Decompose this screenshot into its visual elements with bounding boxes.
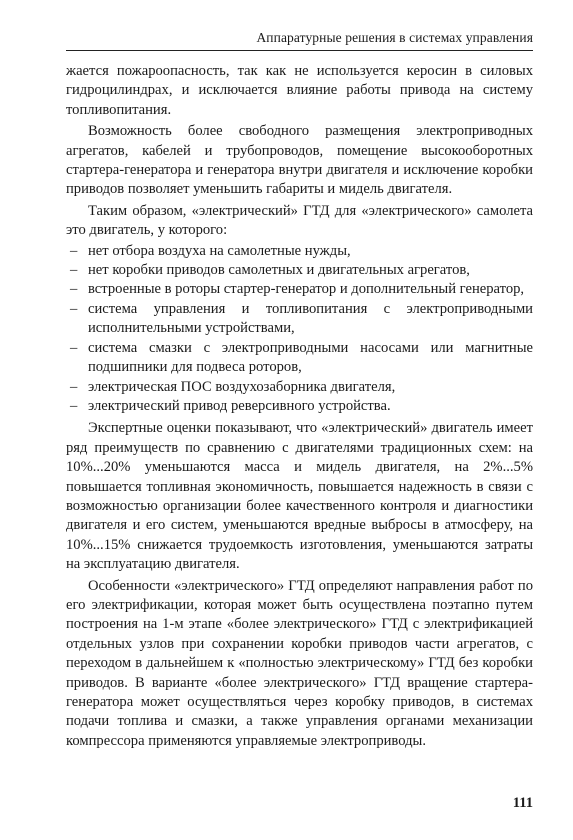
list-item xyxy=(66,397,533,416)
list-item xyxy=(66,300,533,339)
list-item-text: система управления и топливопитания с электроприводными исполнительными устройствами, xyxy=(88,300,533,337)
dash-marker: – xyxy=(70,378,78,395)
list-item xyxy=(66,261,533,280)
dash-marker: – xyxy=(70,397,78,414)
list-item xyxy=(66,242,533,261)
paragraph: Особенности «электрического» ГТД определяют направления работ по его электрификации, которая может быть осуществлена поэтапно путем построения на 1-м этапе «более электрического» ГТД с электрификацией отдельных узлов при сохранении коробки приводов части агрегатов, с переходом в дальнейшем к «полностью электрическому» ГТД без коробки приводов. В варианте «более электрического» ГТД вращение стартера-генератора может осуществляться через коробку приводов, в системах подачи топлива и смазки, а также управления органами механизации компрессора применяются управляемые электроприводы. xyxy=(66,577,533,749)
header-rule xyxy=(66,50,533,51)
paragraph: Таким образом, «электрический» ГТД для «электрического» самолета это двигатель, у которого: xyxy=(66,202,533,239)
list-item-text: электрический привод реверсивного устройства. xyxy=(88,397,391,414)
list-item xyxy=(66,339,533,378)
page-number: 111 xyxy=(512,795,533,811)
list-item-text: встроенные в роторы стартер-генератор и дополнительный генератор, xyxy=(88,281,525,298)
dash-marker: – xyxy=(70,262,78,279)
running-head: Аппаратурные решения в системах управления xyxy=(256,30,533,45)
list-item-text: нет отбора воздуха на самолетные нужды, xyxy=(88,242,351,259)
list-item-text: электрическая ПОС воздухозаборника двигателя, xyxy=(88,378,396,395)
list-item xyxy=(66,280,533,299)
paragraph: Экспертные оценки показывают, что «электрический» двигатель имеет ряд преимуществ по сравнению с двигателями традиционных схем: на 10%...20% уменьшаются масса и мидель двигателя, на 2%...5% повышается топливная экономичность, повышается надежность в связи с возможностью организации более качественного контроля и диагностики двигателя и его систем, уменьшаются вредные выбросы в атмосферу, на 10%...15% снижается трудоемкость изготовления, уменьшаются затраты на эксплуатацию двигателя. xyxy=(66,420,533,573)
list-item-text: система смазки с электроприводными насосами или магнитные подшипники для подвеса роторов, xyxy=(88,339,533,376)
dash-marker: – xyxy=(70,242,78,259)
list-item-text: нет коробки приводов самолетных и двигательных агрегатов, xyxy=(88,262,470,279)
dash-list xyxy=(66,242,533,417)
dash-marker: – xyxy=(70,300,78,317)
body-text xyxy=(66,62,533,751)
paragraph-continuation: жается пожароопасность, так как не используется керосин в силовых гидроцилиндрах, и исключается влияние работы привода на систему топливопитания. xyxy=(66,63,533,118)
dash-marker: – xyxy=(70,339,78,356)
paragraph: Возможность более свободного размещения электроприводных агрегатов, кабелей и трубопроводов, помещение высокооборотных стартера-генератора и генератора внутри двигателя и исключение коробки приводов позволяет уменьшить габариты и мидель двигателя. xyxy=(66,123,533,198)
dash-marker: – xyxy=(70,281,78,298)
list-item xyxy=(66,378,533,397)
